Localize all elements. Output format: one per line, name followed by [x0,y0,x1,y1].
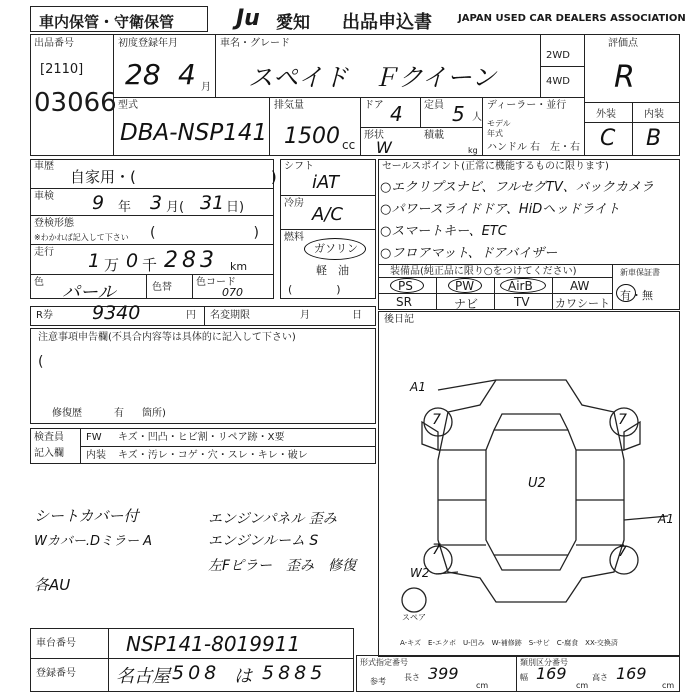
exterior-label: 外装 [596,109,616,120]
shape-label: 形状 [364,130,384,141]
repair-value: 有 [114,408,124,419]
displacement-value: 1500 [284,124,340,149]
fuel-label: 燃料 [284,232,304,243]
color-value: パール [62,282,116,303]
ac-label: 冷房 [284,198,304,209]
drive-4wd: 4WD [546,76,570,87]
first-reg-month: 4 [178,58,196,91]
shaken-month-unit: 月( [166,200,185,215]
damage-mark: 7 [618,412,627,428]
mileage-sen: 0 [126,250,139,272]
dealer-year-label: 年式 [487,129,503,138]
displacement-unit: cc [342,138,356,152]
equip-navi: ナビ [454,297,479,311]
inspector-row1-head: FW [86,432,102,443]
warranty-label: 新車保証書 [620,268,660,277]
equip-aw: AW [570,279,590,293]
displacement-label: 排気量 [274,100,304,111]
interior-value: B [646,126,662,151]
color-code-label: 色コード [196,277,236,288]
inspector-row1: キズ・凹凸・ヒビ割・リペア跡・X要 [118,432,285,443]
storage-box [30,6,208,32]
width-unit: cm [576,681,589,690]
mileage-man: 1 [88,250,101,272]
registration-kana: は [234,666,252,687]
width-label: 幅 [520,673,528,682]
equip-airb: AirB [508,279,533,293]
renamed-label: 登検形態 [34,218,74,229]
repair-label: 修復歴 [52,408,82,419]
damage-mark: 7 [432,542,441,558]
lot-label: 出品番号 [34,38,74,49]
remark-line: シートカバー付 [34,507,139,525]
grade-value: R [614,60,635,95]
remark-line: 各AU [34,576,71,594]
sales-point-line: ○フロアマット、ドアバイザー [380,246,558,261]
first-reg-year: 28 [125,58,161,91]
storage-label: 車内保管・守衛保管 [39,13,175,31]
inspector-row2: キズ・汚レ・コゲ・穴・スレ・キレ・破レ [118,450,308,461]
equip-leather: カワシート [555,297,610,310]
model-type-label: 型式 [118,100,138,111]
fuel-gasoline: ガソリン [314,242,358,255]
size-ref-label: 参考 [370,677,386,686]
damage-mark: A1 [410,380,426,394]
inspector-entry-label: 記入欄 [34,448,64,459]
registration-area: 名古屋 [116,666,170,687]
recycle-label: R券 [36,310,53,321]
ju-logo [236,6,276,32]
fuel-paren: ( ) [288,283,341,296]
damage-mark: 7 [432,412,441,428]
remark-line: 左Fピラー 歪み 修復 [208,558,357,574]
height-unit: cm [662,681,675,690]
first-reg-month-unit: 月 [201,82,211,93]
registration-class: 508 [172,662,221,684]
mileage-label: 走行 [34,247,54,258]
damage-mark: W2 [410,566,430,580]
sales-point-line: ○パワースライドドア、HiDヘッドライト [380,202,620,217]
shaken-year: 9 [92,192,105,214]
mileage-unit: km [230,260,248,273]
renamed-paren: ( ) [150,225,259,241]
history-value: 自家用・( ) [70,168,277,186]
class-no-label: 類別区分番号 [520,658,568,667]
capacity-value: 5 [452,102,465,126]
equip-pw: PW [455,279,475,293]
width-value: 169 [536,664,567,683]
mileage-man-unit: 万 [104,256,120,274]
height-label: 高さ [592,673,608,682]
equip-tv: TV [514,295,530,309]
history-label: 車歴 [34,161,54,172]
shaken-year-unit: 年 [118,200,132,215]
handle-label: ハンドル [487,142,527,153]
shape-value: W [376,138,392,157]
lot-number: 03066 [34,88,117,118]
chassis-label: 車台番号 [36,638,76,649]
capacity-label: 定員 [424,100,444,111]
notes-open-paren: ( [38,354,44,370]
drive-2wd: 2WD [546,50,570,61]
doors-value: 4 [390,102,403,126]
shaken-label: 車検 [34,191,54,202]
handle-options: 右 左・右 [530,142,580,153]
expiry-day-unit: 日 [352,310,362,321]
length-unit: cm [476,681,489,690]
equipment-label: 装備品(純正品に限り○をつけてください) [390,266,577,277]
warranty-value: 有・無 [620,289,653,302]
fuel-diesel: 軽 油 [316,264,349,277]
model-type-value: DBA-NSP141 [120,120,268,146]
doors-label: ドア [364,100,384,111]
renamed-note: ※わかれば記入して下さい [34,233,129,242]
dealer-model-label: モデル [487,119,511,128]
shaken-month: 3 [150,192,163,214]
sales-point-line: ○エクリプスナビ、フルセグTV、バックカメラ [380,180,654,195]
first-reg-label: 初度登録年月 [118,38,178,49]
capacity-unit: 人 [472,112,482,123]
sales-points-label: セールスポイント(正常に機能するものに限ります) [382,161,609,172]
damage-mark: A1 [658,512,674,526]
ac-value: A/C [312,204,343,225]
recycle-block [30,306,376,326]
shaken-day-unit: 日) [226,200,245,215]
color-change-label: 色替 [152,282,172,293]
inspector-label: 検査員 [34,432,64,443]
damage-legend: A-キズ E-エクボ U-凹み W-補修跡 S-サビ C-腐食 XX-交換済 [400,639,618,647]
color-label: 色 [34,277,44,288]
notes-label: 注意事項申告欄(不具合内容等は具体的に記入して下さい) [38,332,296,343]
equip-ps: PS [398,279,413,293]
shift-label: シフト [284,161,314,172]
lot-code: [2110] [40,62,84,77]
equip-sr: SR [396,295,412,309]
shift-value: iAT [312,172,339,193]
form-title: 出品申込書 [342,12,432,33]
interior-label: 内装 [644,109,664,120]
remark-line: Wカバー.Dミラー A [34,534,153,549]
recycle-unit: 円 [186,310,196,321]
remark-line: エンジンルーム S [208,533,319,549]
expiry-label: 名変期限 [210,310,250,321]
mileage-sen-unit: 千 [142,256,158,274]
load-label: 積載 [424,130,444,141]
registration-label: 登録番号 [36,668,76,679]
registration-number: 5885 [262,662,327,684]
damage-mark: 7 [618,544,627,560]
exterior-value: C [600,126,616,151]
type-no-label: 形式指定番号 [360,658,408,667]
ju-logo-text: Ju [236,6,260,31]
model-name-value: スペイド Ｆクイーン [248,63,497,92]
after-sale-label: 後日記 [384,314,414,325]
length-value: 399 [428,664,459,683]
recycle-value: 9340 [92,302,141,324]
aichi-text: 愛知 [276,13,310,33]
association-name: JAPAN USED CAR DEALERS ASSOCIATION [458,13,686,24]
repair-place: 箇所) [142,408,166,419]
sales-point-line: ○スマートキー、ETC [380,224,507,239]
chassis-value: NSP141-8019911 [126,632,301,656]
spare-label: スペア [402,613,426,622]
grade-label: 評価点 [608,38,638,49]
mileage-rest: 283 [164,248,218,273]
dealer-label: ディーラー・並行 [487,100,567,111]
damage-mark: U2 [528,476,546,491]
color-code: 070 [222,286,243,299]
shaken-day: 31 [200,192,225,214]
height-value: 169 [616,664,647,683]
length-label: 長さ [404,673,420,682]
remark-line: エンジンパネル 歪み [208,511,337,527]
load-unit: kg [468,146,478,155]
model-name-label: 車名・グレード [220,38,290,49]
inspector-row2-head: 内装 [86,450,106,461]
expiry-month-unit: 月 [300,310,310,321]
